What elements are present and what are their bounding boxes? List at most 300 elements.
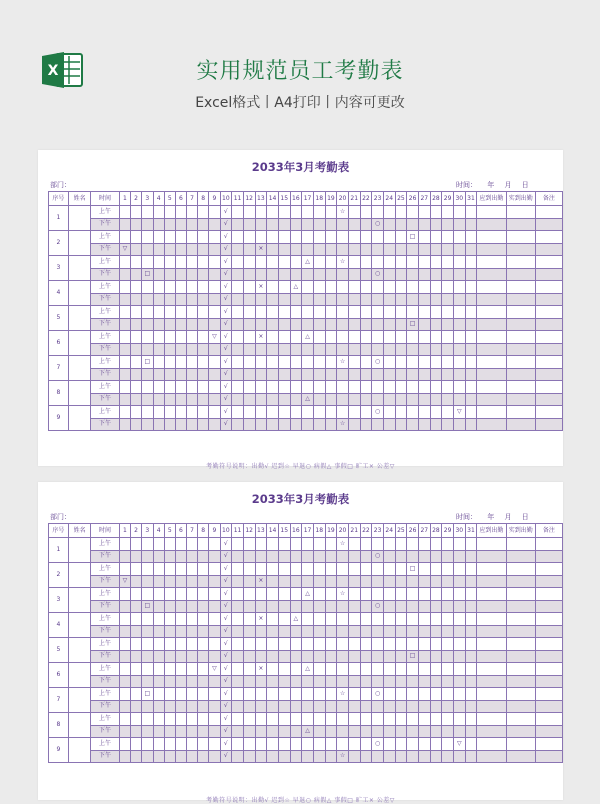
- table-row: [49, 281, 563, 294]
- seq-cell: 3: [49, 588, 69, 613]
- day-cell: [395, 381, 407, 394]
- day-cell: [430, 406, 442, 419]
- day-cell: [153, 243, 164, 256]
- day-cell: [267, 293, 279, 306]
- day-cell: [153, 688, 164, 701]
- day-cell: [453, 750, 465, 763]
- day-cell: [372, 663, 384, 676]
- day-cell: [407, 600, 419, 613]
- should-cell: [477, 688, 506, 701]
- remark-cell: [535, 281, 562, 294]
- day-cell: [243, 588, 255, 601]
- day-cell: [164, 268, 175, 281]
- day-cell: [360, 550, 372, 563]
- day-cell: [442, 663, 454, 676]
- day-cell: [453, 206, 465, 219]
- day-cell: [290, 713, 302, 726]
- day-cell: [302, 406, 314, 419]
- day-cell: [153, 638, 164, 651]
- day-cell: [418, 550, 430, 563]
- day-cell: [395, 306, 407, 319]
- day-cell: [175, 256, 186, 269]
- day-cell: [453, 550, 465, 563]
- day-cell: [198, 538, 209, 551]
- day-cell: [313, 368, 325, 381]
- day-cell: [267, 268, 279, 281]
- remark-cell: [535, 638, 562, 651]
- day-cell: [119, 725, 130, 738]
- day-cell: [313, 638, 325, 651]
- period-cell: 下午: [91, 243, 119, 256]
- col-header-day: 24: [383, 192, 395, 206]
- seq-cell: 8: [49, 381, 69, 406]
- col-header-day: 21: [348, 524, 360, 538]
- day-cell: [278, 538, 290, 551]
- col-header-day: 13: [255, 524, 267, 538]
- day-cell: [255, 563, 267, 576]
- day-cell: [337, 738, 349, 751]
- day-cell: [164, 331, 175, 344]
- day-cell: [442, 418, 454, 431]
- day-cell: [164, 281, 175, 294]
- day-cell: [348, 700, 360, 713]
- day-cell: [153, 750, 164, 763]
- attendance-sheet-1: [38, 150, 563, 470]
- period-cell: 上午: [91, 306, 119, 319]
- day-cell: [407, 663, 419, 676]
- day-cell: [465, 406, 477, 419]
- day-cell: [175, 231, 186, 244]
- day-cell: [255, 231, 267, 244]
- day-cell: [348, 650, 360, 663]
- day-cell: [313, 600, 325, 613]
- day-cell: [186, 700, 197, 713]
- day-cell: [209, 538, 220, 551]
- col-header-day: 30: [453, 192, 465, 206]
- day-cell: [209, 218, 220, 231]
- day-cell: [164, 381, 175, 394]
- day-cell: ×: [255, 575, 267, 588]
- table-row: [49, 675, 563, 688]
- day-cell: [395, 368, 407, 381]
- day-cell: [198, 563, 209, 576]
- day-cell: [325, 368, 337, 381]
- day-cell: [232, 588, 244, 601]
- seq-cell: 6: [49, 663, 69, 688]
- day-cell: [348, 381, 360, 394]
- day-cell: [325, 713, 337, 726]
- remark-cell: [535, 663, 562, 676]
- day-cell: [267, 588, 279, 601]
- day-cell: [372, 393, 384, 406]
- day-cell: [232, 713, 244, 726]
- day-cell: [430, 206, 442, 219]
- day-cell: √: [220, 738, 232, 751]
- day-cell: [360, 231, 372, 244]
- day-cell: [360, 268, 372, 281]
- day-cell: [337, 625, 349, 638]
- should-cell: [477, 750, 506, 763]
- day-cell: [243, 318, 255, 331]
- day-cell: [290, 563, 302, 576]
- day-cell: [153, 700, 164, 713]
- day-cell: [232, 218, 244, 231]
- day-cell: [243, 243, 255, 256]
- day-cell: [186, 418, 197, 431]
- day-cell: [267, 331, 279, 344]
- day-cell: [131, 343, 142, 356]
- day-cell: [442, 256, 454, 269]
- day-cell: [186, 293, 197, 306]
- day-cell: [430, 281, 442, 294]
- day-cell: [430, 638, 442, 651]
- name-cell: [68, 588, 90, 613]
- day-cell: [243, 206, 255, 219]
- day-cell: [430, 293, 442, 306]
- day-cell: [175, 318, 186, 331]
- day-cell: [153, 575, 164, 588]
- table-row: [49, 318, 563, 331]
- day-cell: √: [220, 750, 232, 763]
- day-cell: [255, 688, 267, 701]
- period-cell: 下午: [91, 650, 119, 663]
- day-cell: [267, 713, 279, 726]
- col-header-day: 10: [220, 192, 232, 206]
- table-row: [49, 268, 563, 281]
- day-cell: [372, 343, 384, 356]
- day-cell: [232, 700, 244, 713]
- day-cell: [337, 725, 349, 738]
- table-row: [49, 550, 563, 563]
- day-cell: [243, 638, 255, 651]
- name-cell: [68, 538, 90, 563]
- day-cell: [453, 381, 465, 394]
- day-cell: [418, 318, 430, 331]
- day-cell: [232, 650, 244, 663]
- day-cell: [442, 206, 454, 219]
- actual-cell: [506, 243, 535, 256]
- day-cell: [407, 406, 419, 419]
- day-cell: [164, 650, 175, 663]
- day-cell: [302, 356, 314, 369]
- day-cell: [337, 393, 349, 406]
- day-cell: [465, 675, 477, 688]
- day-cell: [313, 625, 325, 638]
- day-cell: [325, 638, 337, 651]
- day-cell: [313, 650, 325, 663]
- day-cell: [418, 725, 430, 738]
- actual-cell: [506, 663, 535, 676]
- day-cell: [395, 700, 407, 713]
- day-cell: [348, 600, 360, 613]
- day-cell: [360, 625, 372, 638]
- period-cell: 上午: [91, 613, 119, 626]
- day-cell: [372, 638, 384, 651]
- day-cell: [442, 725, 454, 738]
- day-cell: [337, 381, 349, 394]
- should-cell: [477, 713, 506, 726]
- day-cell: [442, 218, 454, 231]
- day-cell: [175, 588, 186, 601]
- col-header-day: 16: [290, 524, 302, 538]
- day-cell: [164, 293, 175, 306]
- day-cell: [209, 675, 220, 688]
- day-cell: [164, 713, 175, 726]
- day-cell: [372, 538, 384, 551]
- col-header-day: 13: [255, 192, 267, 206]
- day-cell: [383, 368, 395, 381]
- seq-cell: 9: [49, 406, 69, 431]
- day-cell: [348, 231, 360, 244]
- day-cell: [407, 738, 419, 751]
- day-cell: [175, 638, 186, 651]
- day-cell: [325, 343, 337, 356]
- day-cell: [119, 688, 130, 701]
- day-cell: [465, 613, 477, 626]
- day-cell: [442, 613, 454, 626]
- day-cell: [186, 318, 197, 331]
- remark-cell: [535, 575, 562, 588]
- day-cell: [348, 638, 360, 651]
- day-cell: [290, 588, 302, 601]
- table-row: [49, 538, 563, 551]
- day-cell: [142, 638, 153, 651]
- day-cell: [142, 206, 153, 219]
- day-cell: [175, 268, 186, 281]
- day-cell: [131, 268, 142, 281]
- period-cell: 下午: [91, 293, 119, 306]
- day-cell: [453, 600, 465, 613]
- day-cell: [232, 575, 244, 588]
- actual-cell: [506, 293, 535, 306]
- day-cell: [209, 343, 220, 356]
- day-cell: [119, 588, 130, 601]
- day-cell: [198, 331, 209, 344]
- day-cell: [313, 356, 325, 369]
- day-cell: ○: [372, 600, 384, 613]
- col-header-day: 16: [290, 192, 302, 206]
- should-cell: [477, 331, 506, 344]
- remark-cell: [535, 393, 562, 406]
- day-cell: [209, 268, 220, 281]
- day-cell: [278, 293, 290, 306]
- day-cell: [153, 318, 164, 331]
- day-cell: [418, 563, 430, 576]
- period-cell: 上午: [91, 206, 119, 219]
- day-cell: [186, 688, 197, 701]
- day-cell: [164, 700, 175, 713]
- table-row: [49, 381, 563, 394]
- day-cell: [153, 650, 164, 663]
- day-cell: [465, 256, 477, 269]
- day-cell: [278, 306, 290, 319]
- actual-cell: [506, 281, 535, 294]
- day-cell: [131, 650, 142, 663]
- day-cell: [337, 550, 349, 563]
- day-cell: [465, 281, 477, 294]
- day-cell: [302, 613, 314, 626]
- day-cell: [131, 663, 142, 676]
- day-cell: [198, 256, 209, 269]
- seq-cell: 1: [49, 538, 69, 563]
- table-row: [49, 600, 563, 613]
- col-header-day: 30: [453, 524, 465, 538]
- day-cell: [430, 738, 442, 751]
- remark-cell: [535, 675, 562, 688]
- day-cell: [278, 588, 290, 601]
- seq-cell: 4: [49, 281, 69, 306]
- day-cell: [267, 343, 279, 356]
- day-cell: [430, 256, 442, 269]
- table-row: [49, 293, 563, 306]
- day-cell: [290, 243, 302, 256]
- seq-cell: 2: [49, 563, 69, 588]
- remark-cell: [535, 713, 562, 726]
- day-cell: [313, 406, 325, 419]
- day-cell: [255, 738, 267, 751]
- day-cell: [465, 738, 477, 751]
- day-cell: [131, 713, 142, 726]
- day-cell: [255, 306, 267, 319]
- day-cell: [232, 550, 244, 563]
- day-cell: [302, 688, 314, 701]
- day-cell: [153, 268, 164, 281]
- day-cell: [142, 381, 153, 394]
- table-row: [49, 625, 563, 638]
- col-header-day: 12: [243, 524, 255, 538]
- day-cell: [453, 588, 465, 601]
- col-header-day: 12: [243, 192, 255, 206]
- day-cell: [142, 650, 153, 663]
- day-cell: √: [220, 231, 232, 244]
- remark-cell: [535, 738, 562, 751]
- day-cell: [175, 563, 186, 576]
- day-cell: [313, 293, 325, 306]
- day-cell: [119, 331, 130, 344]
- day-cell: √: [220, 550, 232, 563]
- name-cell: [68, 281, 90, 306]
- col-header-day: 23: [372, 192, 384, 206]
- day-cell: [243, 725, 255, 738]
- day-cell: [313, 318, 325, 331]
- day-cell: ☆: [337, 356, 349, 369]
- day-cell: [164, 638, 175, 651]
- day-cell: ☆: [337, 750, 349, 763]
- col-header-day: 2: [131, 524, 142, 538]
- day-cell: [383, 256, 395, 269]
- col-header-day: 9: [209, 192, 220, 206]
- col-header-day: 8: [198, 192, 209, 206]
- day-cell: √: [220, 318, 232, 331]
- day-cell: [407, 381, 419, 394]
- day-cell: [243, 393, 255, 406]
- period-cell: 上午: [91, 538, 119, 551]
- day-cell: [453, 368, 465, 381]
- day-cell: [232, 243, 244, 256]
- day-cell: [360, 356, 372, 369]
- day-cell: [372, 231, 384, 244]
- should-cell: [477, 306, 506, 319]
- day-cell: [395, 281, 407, 294]
- day-cell: [255, 406, 267, 419]
- day-cell: [348, 318, 360, 331]
- should-cell: [477, 625, 506, 638]
- day-cell: [430, 368, 442, 381]
- day-cell: [153, 306, 164, 319]
- period-cell: 上午: [91, 688, 119, 701]
- day-cell: [198, 393, 209, 406]
- day-cell: [418, 206, 430, 219]
- day-cell: [131, 231, 142, 244]
- day-cell: [153, 293, 164, 306]
- day-cell: [142, 243, 153, 256]
- day-cell: [325, 356, 337, 369]
- actual-cell: [506, 575, 535, 588]
- day-cell: [243, 613, 255, 626]
- day-cell: [131, 575, 142, 588]
- day-cell: [442, 625, 454, 638]
- day-cell: [175, 650, 186, 663]
- day-cell: [186, 406, 197, 419]
- day-cell: [442, 356, 454, 369]
- actual-cell: [506, 406, 535, 419]
- day-cell: [255, 625, 267, 638]
- period-cell: 下午: [91, 675, 119, 688]
- day-cell: [418, 650, 430, 663]
- day-cell: [232, 638, 244, 651]
- day-cell: [348, 750, 360, 763]
- col-header-day: 19: [325, 524, 337, 538]
- day-cell: [418, 218, 430, 231]
- day-cell: [209, 600, 220, 613]
- day-cell: [175, 613, 186, 626]
- day-cell: [267, 625, 279, 638]
- period-cell: 下午: [91, 700, 119, 713]
- department-label: 部门：: [50, 513, 71, 521]
- day-cell: [430, 343, 442, 356]
- table-row: [49, 750, 563, 763]
- day-cell: [395, 675, 407, 688]
- day-cell: [164, 206, 175, 219]
- day-cell: [453, 393, 465, 406]
- day-cell: [131, 356, 142, 369]
- day-cell: [383, 418, 395, 431]
- name-cell: [68, 638, 90, 663]
- remark-cell: [535, 700, 562, 713]
- day-cell: √: [220, 688, 232, 701]
- day-cell: [302, 418, 314, 431]
- day-cell: ×: [255, 243, 267, 256]
- day-cell: [290, 625, 302, 638]
- day-cell: [418, 588, 430, 601]
- day-cell: √: [220, 293, 232, 306]
- should-cell: [477, 393, 506, 406]
- day-cell: [325, 206, 337, 219]
- day-cell: [430, 231, 442, 244]
- day-cell: [442, 381, 454, 394]
- day-cell: [383, 713, 395, 726]
- day-cell: [348, 343, 360, 356]
- day-cell: [278, 343, 290, 356]
- day-cell: [372, 418, 384, 431]
- day-cell: [430, 688, 442, 701]
- day-cell: [465, 550, 477, 563]
- day-cell: [418, 613, 430, 626]
- day-cell: [243, 381, 255, 394]
- day-cell: [442, 738, 454, 751]
- day-cell: [442, 243, 454, 256]
- day-cell: [164, 256, 175, 269]
